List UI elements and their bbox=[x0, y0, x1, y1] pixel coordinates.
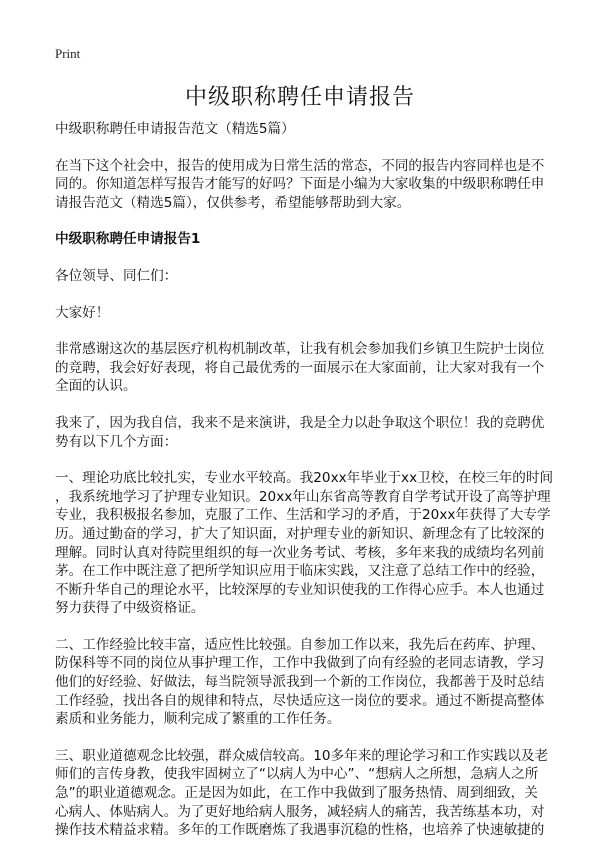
paragraph-theory bbox=[55, 469, 555, 618]
text-line: 心病人、体贴病人。为了更好地给病人服务，减轻病人的痛苦，我苦练基本功，对 bbox=[55, 803, 545, 820]
text-line: 理解。同时认真对待院里组织的每一次业务考试、考核，多年来我的成绩均名列前 bbox=[55, 544, 545, 561]
document-subtitle: 中级职称聘任申请报告范文（精选5篇） bbox=[55, 121, 295, 137]
text-line: 不断升华自己的理论水平，比较深厚的专业知识使我的工作得心应手。本人也通过 bbox=[55, 581, 545, 598]
text-line: 茅。在工作中既注意了把所学知识应用于临床实践，又注意了总结工作中的经验， bbox=[55, 563, 545, 580]
paragraph-advantages bbox=[55, 414, 555, 451]
greeting: 各位领导、同仁们： bbox=[55, 267, 178, 284]
print-link[interactable]: Print bbox=[55, 46, 81, 61]
text-line: 的竞聘，我会好好表现，将自己最优秀的一面展示在大家面前，让大家对我有一个 bbox=[55, 359, 545, 376]
text-line: 同的。你知道怎样写报告才能写的好吗？下面是小编为大家收集的中级职称聘任申 bbox=[55, 176, 545, 193]
text-line: 专业，我积极报名参加，克服了工作、生活和学习的矛盾，于20xx年获得了大专学 bbox=[55, 507, 551, 524]
paragraph-experience bbox=[55, 636, 555, 729]
text-line: 急”的职业道德观念。正是因为如此，在工作中我做到了服务热情、周到细致，关 bbox=[55, 785, 538, 802]
text-line: 防保科等不同的岗位从事护理工作，工作中我做到了向有经验的老同志请教，学习 bbox=[55, 655, 545, 672]
text-line: 工作经验，找出各自的规律和特点，尽快适应这一岗位的要求。通过不断提高整体 bbox=[55, 692, 545, 709]
text-line: 历。通过勤奋的学习，扩大了知识面，对护理专业的新知识、新理念有了比较深的 bbox=[55, 525, 545, 542]
text-line: 操作技术精益求精。多年的工作既磨炼了我遇事沉稳的性格，也培养了快速敏捷的 bbox=[55, 822, 545, 839]
text-line: 二、工作经验比较丰富，适应性比较强。自参加工作以来，我先后在药库、护理、 bbox=[55, 636, 545, 653]
text-line: 我来了，因为我自信，我来不是来演讲，我是全力以赴争取这个职位！我的竞聘优 bbox=[55, 414, 545, 431]
text-line: 三、职业道德观念比较强，群众威信较高。10多年来的理论学习和工作实践以及老 bbox=[55, 747, 549, 764]
section-heading: 中级职称聘任申请报告1 bbox=[55, 231, 201, 248]
text-line: 素质和业务能力，顺利完成了繁重的工作任务。 bbox=[55, 711, 341, 728]
text-line: 非常感谢这次的基层医疗机构机制改革，让我有机会参加我们乡镇卫生院护士岗位 bbox=[55, 341, 545, 358]
paragraph-thanks bbox=[55, 340, 555, 396]
text-line: 请报告范文（精选5篇），仅供参考，希望能够帮助到大家。 bbox=[55, 194, 411, 211]
text-line: 势有以下几个方面： bbox=[55, 433, 178, 450]
text-line: 全面的认识。 bbox=[55, 378, 137, 395]
document-title: 中级职称聘任申请报告 bbox=[184, 85, 415, 110]
intro-paragraph bbox=[55, 157, 555, 213]
text-line: ，我系统地学习了护理专业知识。20xx年山东省高等教育自学考试开设了高等护理 bbox=[55, 488, 551, 505]
document-body bbox=[55, 120, 555, 858]
text-line: 他们的好经验、好做法，每当院领导派我到一个新的工作岗位，我都善于及时总结 bbox=[55, 674, 545, 691]
paragraph-ethics bbox=[55, 747, 555, 840]
text-line: 师们的言传身教，使我牢固树立了“以病人为中心”、“想病人之所想，急病人之所 bbox=[55, 766, 539, 783]
hello-line: 大家好！ bbox=[55, 304, 110, 321]
text-line: 一、理论功底比较扎实，专业水平较高。我20xx年毕业于xx卫校，在校三年的时间 bbox=[55, 470, 554, 487]
text-line: 努力获得了中级资格证。 bbox=[55, 600, 205, 617]
text-line: 在当下这个社会中，报告的使用成为日常生活的常态，不同的报告内容同样也是不 bbox=[55, 157, 545, 174]
